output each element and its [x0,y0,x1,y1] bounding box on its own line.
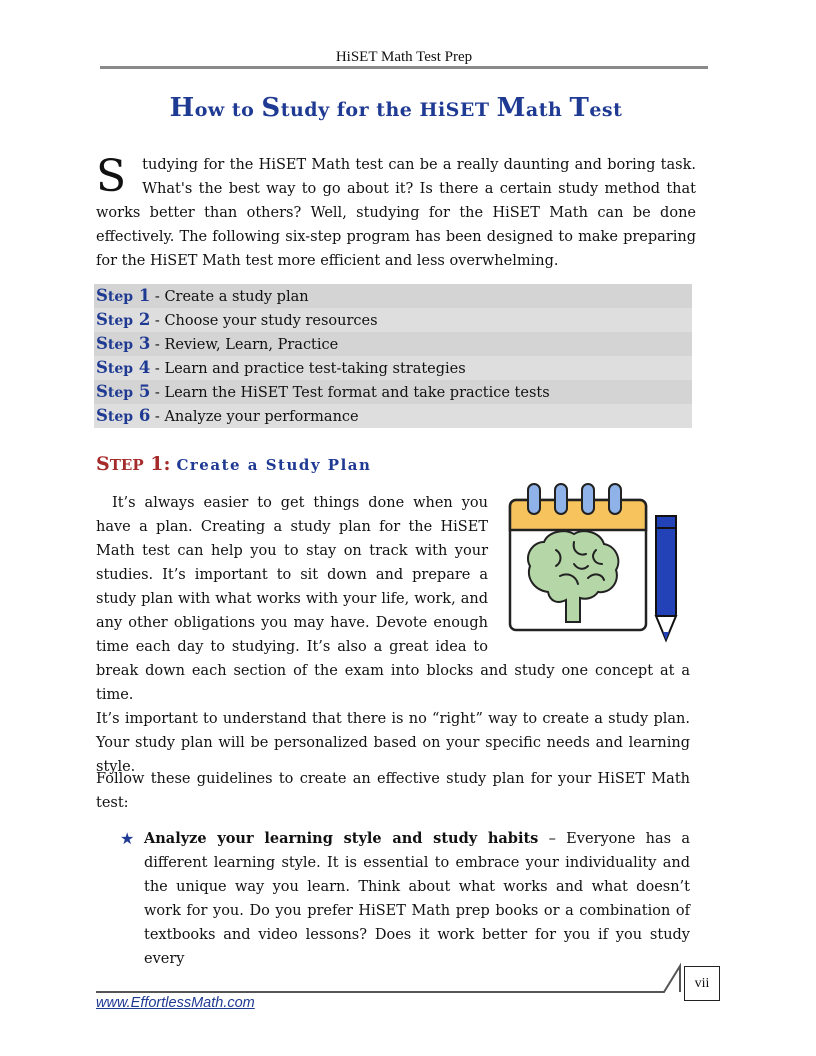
step-number: 4 [138,358,151,377]
title-w5-cap: T [569,93,590,123]
drop-cap: S [96,151,127,202]
step-cap: S [96,334,108,353]
step-rest: tep [107,409,134,425]
step-item [94,356,692,380]
step-text: - Choose your study resources [150,313,378,329]
intro-text: tudying for the HiSET Math test can be a really daunting and boring task. What's the best way to go about it? Is there a certain study method that works better than others? Well, studying for the HiSET Math can be done effectively. The following six-step program has been designed to make preparing for the HiSET Math test more efficient and less overwhelming. [96,157,696,269]
step-item [94,332,692,356]
running-header: HiSET Math Test Prep [335,49,473,65]
step-item [94,380,692,404]
step-cap: S [96,286,108,305]
step-rest: tep [107,361,134,377]
title-w1-rest: ow to [194,99,255,121]
section-step-rest: TEP [109,456,144,474]
step-text: - Review, Learn, Practice [150,337,339,353]
step-number: 3 [138,334,151,353]
title-w4-cap: M [496,93,526,123]
step-text: - Create a study plan [150,289,309,305]
step-rest: tep [107,289,134,305]
step-cap: S [96,406,108,425]
paragraph-1: It’s always easier to get things done when you have a plan. Creating a study plan for the HiSET Math test can help you to stay on track with your studies. It’s important to sit down and prepare a study plan with what works with your life, work, and any other obligations you may have. Devote enough time each day to studying. It’s also a great idea to break down each section of the exam into blocks and study one concept at a time. [96,495,690,703]
section-step-cap: S [96,453,110,475]
step-number: 1 [138,286,151,305]
section-title: Create a Study Plan [176,456,372,474]
header-rule [100,66,708,69]
paragraph-2: It’s important to understand that there is no “right” way to create a study plan. Your study plan will be personalized based on your specific needs and learning style. [96,711,690,775]
intro-paragraph [96,153,696,273]
bullet-bold: Analyze your learning style and study habits [144,830,539,847]
bullet-text: – Everyone has a different learning style. It is essential to embrace your individuality and the unique way you learn. Think about what works and what doesn’t work for you. Do you prefer HiSET Math prep books or a combination of textbooks and video lessons? Does it work better for you if you study every [144,831,690,967]
step-text: - Learn and practice test-taking strategies [150,361,466,377]
bullet-item [120,827,690,971]
step-item [94,404,692,428]
page-title [0,93,792,123]
section-heading [96,453,371,475]
footer-website-link[interactable]: www.EffortlessMath.com [96,995,255,1011]
step-text: - Learn the HiSET Test format and take practice tests [150,385,550,401]
paragraph-3: Follow these guidelines to create an effective study plan for your HiSET Math test: [96,771,690,811]
step-number: 6 [138,406,151,425]
step-item [94,308,692,332]
star-icon: ★ [120,829,135,848]
title-w5-rest: est [589,99,623,121]
title-w1-cap: H [169,93,195,123]
step-cap: S [96,382,108,401]
title-w2-rest: tudy for the [280,99,413,121]
step-number: 2 [138,310,151,329]
step-rest: tep [107,337,134,353]
title-w4-rest: ath [525,99,563,121]
calendar-brain-icon [500,480,690,645]
step-cap: S [96,358,108,377]
step-rest: tep [107,385,134,401]
pencil-icon [656,516,676,640]
title-w3: HiSET [419,99,490,121]
title-w2-cap: S [261,93,281,123]
section-step-number: 1: [150,453,171,475]
step-cap: S [96,310,108,329]
step-number: 5 [138,382,151,401]
step-text: - Analyze your performance [150,409,359,425]
steps-list [94,284,692,427]
page-number: vii [684,966,720,1001]
step-rest: tep [107,313,134,329]
step-item [94,284,692,308]
